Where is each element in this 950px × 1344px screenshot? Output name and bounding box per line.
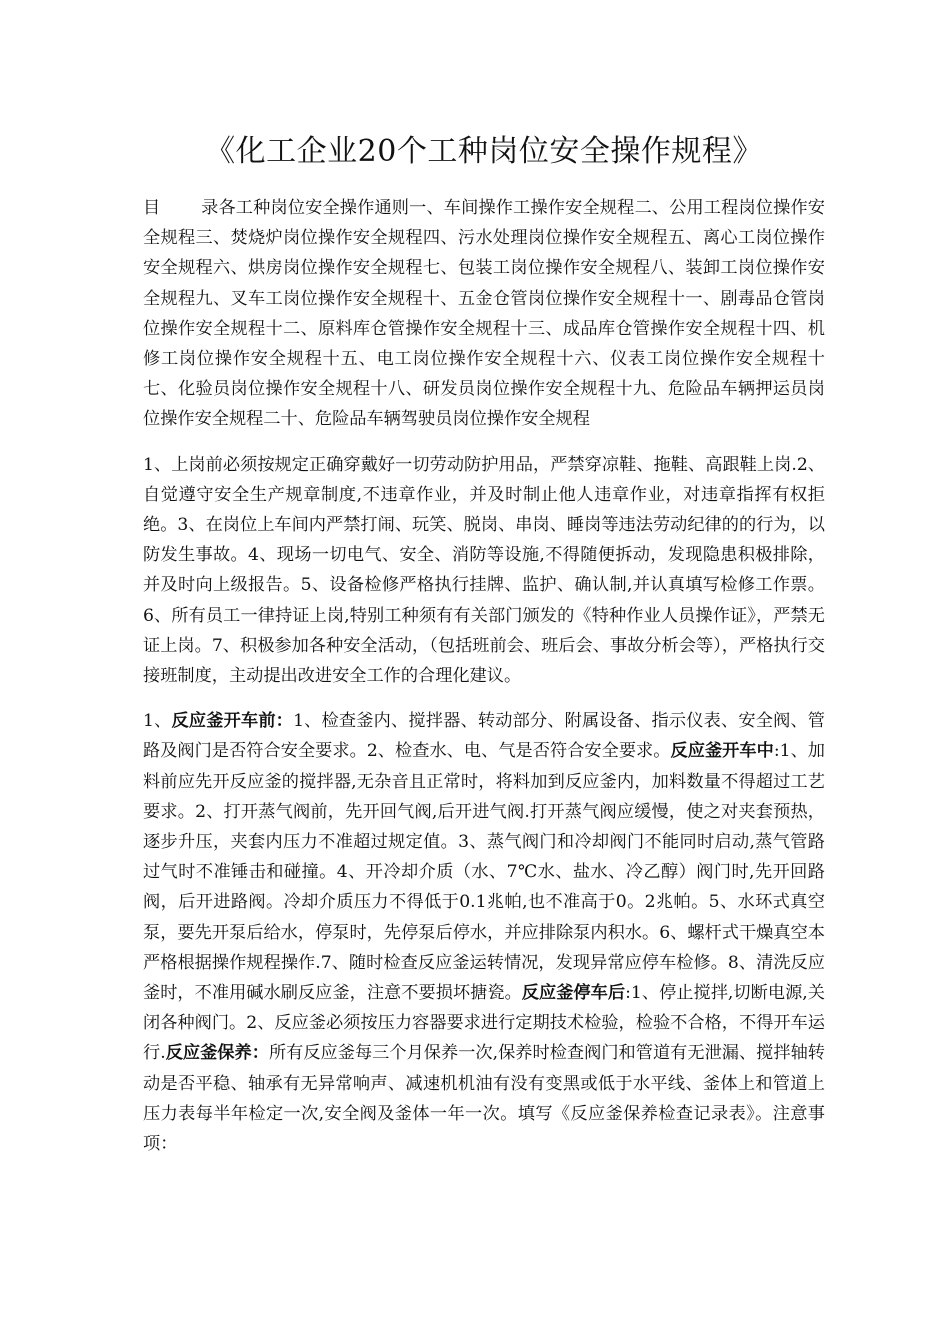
heading-after-stop: 反应釜停车后 [521,983,626,1004]
heading-during-run: 反应釜开车中 [670,741,774,762]
toc-text: 录各工种岗位安全操作通则一、车间操作工操作安全规程二、公用工程岗位操作安全规程三、焚烧炉岗位操作安全规程四、污水处理岗位操作安全规程五、离心工岗位操作安全规程六、烘房岗位操作安全规程七、包装工岗位操作安全规程八、装卸工岗位操作安全规程九、叉车工岗位操作安全规程十、五金仓管岗位操作安全规程十一、剧毒品仓管岗位操作安全规程十二、原料库仓管操作安全规程十三、成品库仓管操作安全规程十四、机修工岗位操作安全规程十五、电工岗位操作安全规程十六、仪表工岗位操作安全规程十七、化验员岗位操作安全规程十八、研发员岗位操作安全规程十九、危险品车辆押运员岗位操作安全规程二十、危险品车辆驾驶员岗位操作安全规程 [143,198,825,430]
heading-before-start: 反应釜开车前： [171,711,294,732]
heading-maintenance: 反应釜保养： [165,1043,269,1064]
toc-prefix: 目 [143,198,161,218]
table-of-contents [143,193,825,435]
reactor-rules-paragraph [143,706,825,1159]
text-after-stop: :1、停止搅拌,切断电源,关闭各种阀门。2、反应釜必须按压力容器要求进行定期技术检验，检验不合格，不得开车运行. [143,983,825,1064]
text-during-run: :1、加料前应先开反应釜的搅拌器,无杂音且正常时，将料加到反应釜内，加料数量不得超过工艺要求。2、打开蒸气阀前，先开回气阀,后开进气阀.打开蒸气阀应缓慢，使之对夹套预热，逐步升压，夹套内压力不准超过规定值。3、蒸气阀门和冷却阀门不能同时启动,蒸气管路过气时不准锤击和碰撞。4、开冷却介质（水、7℃水、盐水、冷乙醇）阀门时,先开回路阀，后开进路阀。冷却介质压力不得低于0.1兆帕,也不准高于0。2兆帕。5、水环式真空泵，要先开泵后给水，停泵时，先停泵后停水，并应排除泵内积水。6、螺杆式干燥真空本严格根据操作规程操作.7、随时检查反应釜运转情况，发现异常应停车检修。8、清洗反应釜时，不准用碱水刷反应釜，注意不要损坏搪瓷。 [143,741,825,1004]
general-rules-paragraph: 1、上岗前必须按规定正确穿戴好一切劳动防护用品，严禁穿凉鞋、拖鞋、高跟鞋上岗.2、自觉遵守安全生产规章制度,不违章作业，并及时制止他人违章作业，对违章指挥有权拒绝。3、在岗位上车间内严禁打闹、玩笑、脱岗、串岗、睡岗等违法劳动纪律的的行为，以防发生事故。4、现场一切电气、安全、消防等设施,不得随便拆动，发现隐患积极排除，并及时向上级报告。5、设备检修严格执行挂牌、监护、确认制,并认真填写检修工作票。6、所有员工一律持证上岗,特别工种须有有关部门颁发的《特种作业人员操作证》，严禁无证上岗。7、积极参加各种安全活动，（包括班前会、班后会、事故分析会等），严格执行交接班制度，主动提出改进安全工作的合理化建议。 [143,454,825,687]
text-maintenance: 所有反应釜每三个月保养一次,保养时检查阀门和管道有无泄漏、搅拌轴转动是否平稳、轴承有无异常响声、减速机机油有没有变黑或低于水平线、釜体上和管道上压力表每半年检定一次,安全阀及釜体一年一次。填写《反应釜保养检查记录表》。注意事项： [143,1043,825,1155]
reactor-number: 1、 [143,711,172,732]
document-title: 《化工企业20个工种岗位安全操作规程》 [205,134,763,169]
text-before-start: 1、检查釜内、搅拌器、转动部分、附属设备、指示仪表、安全阀、管路及阀门是否符合安全要求。2、检查水、电、气是否符合安全要求。 [143,711,825,762]
